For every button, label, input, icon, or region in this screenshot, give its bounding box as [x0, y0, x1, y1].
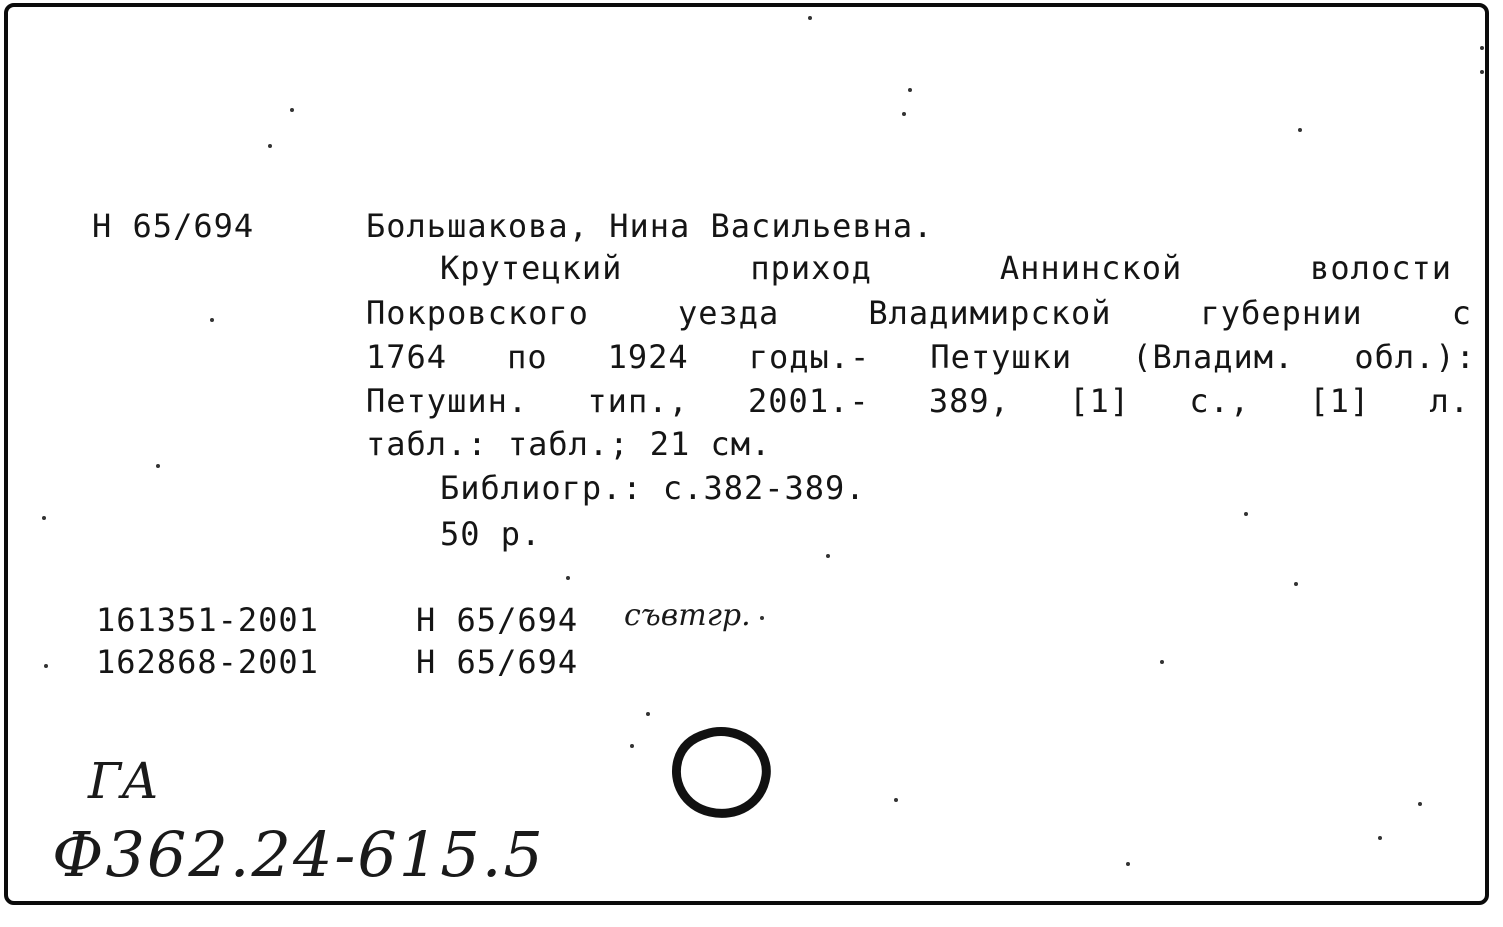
- title-word: (Владим.: [1132, 338, 1295, 376]
- title-line-5: табл.: табл.; 21 см.: [366, 425, 772, 463]
- scan-speck: [808, 16, 812, 20]
- call-number: Н 65/694: [92, 207, 255, 245]
- title-line-1: [440, 250, 1452, 286]
- handwritten-mark: ГА: [88, 752, 159, 810]
- scan-speck: [1244, 512, 1248, 516]
- title-word: 1764: [366, 338, 448, 376]
- title-word: уезда: [677, 294, 780, 332]
- scan-speck: [156, 464, 160, 468]
- scan-speck: [1294, 582, 1298, 586]
- title-line-4: [366, 383, 1470, 419]
- scan-speck: [894, 798, 898, 802]
- title-word: [1]: [1309, 382, 1371, 420]
- title-word: Петушки: [930, 338, 1073, 376]
- holding-call-number: Н 65/694: [416, 601, 579, 639]
- handwritten-classification: Ф362.24-615.5: [52, 818, 545, 891]
- author: Большакова, Нина Васильевна.: [366, 207, 934, 245]
- title-word: по: [507, 338, 548, 376]
- scan-speck: [1160, 660, 1164, 664]
- scan-speck: [566, 576, 570, 580]
- holding-call-number: Н 65/694: [416, 643, 579, 681]
- scan-speck: [908, 88, 912, 92]
- title-word: 1924: [607, 338, 689, 376]
- title-word: волости: [1310, 249, 1452, 287]
- title-word: Крутецкий: [440, 249, 623, 287]
- price: 50 р.: [440, 515, 542, 553]
- title-word: Покровского: [366, 294, 589, 332]
- scan-speck: [630, 744, 634, 748]
- title-word: Петушин.: [366, 382, 529, 420]
- handwritten-note: съвтгр.: [624, 598, 751, 633]
- title-word: 2001.-: [748, 382, 870, 420]
- scan-speck: [210, 318, 214, 322]
- scan-speck: [1418, 802, 1422, 806]
- scan-speck: [1298, 128, 1302, 132]
- inventory-number: 161351-2001: [96, 601, 319, 639]
- title-word: с.,: [1189, 382, 1251, 420]
- title-word: приход: [750, 249, 872, 287]
- scan-speck: [902, 112, 906, 116]
- title-word: л.: [1429, 382, 1470, 420]
- punch-hole-icon: [666, 724, 776, 824]
- title-line-3: [366, 339, 1476, 375]
- title-line-2: [366, 295, 1472, 331]
- scan-speck: [1126, 862, 1130, 866]
- scan-speck: [1480, 70, 1484, 74]
- scan-speck: [268, 144, 272, 148]
- title-word: [1]: [1069, 382, 1131, 420]
- scan-speck: [1378, 836, 1382, 840]
- scan-speck: [42, 516, 46, 520]
- title-word: годы.-: [748, 338, 871, 376]
- title-word: 389,: [928, 382, 1010, 420]
- scan-speck: [826, 554, 830, 558]
- title-word: тип.,: [587, 382, 689, 420]
- title-word: с: [1451, 294, 1472, 332]
- scan-speck: [44, 664, 48, 668]
- title-word: Аннинской: [999, 249, 1183, 287]
- title-word: губернии: [1200, 294, 1363, 332]
- scan-speck: [760, 616, 764, 620]
- title-word: Владимирской: [868, 294, 1112, 332]
- scan-speck: [1480, 46, 1484, 50]
- scan-speck: [290, 108, 294, 112]
- bibliography-note: Библиогр.: с.382-389.: [440, 469, 866, 507]
- scan-speck: [646, 712, 650, 716]
- title-word: обл.):: [1354, 338, 1476, 376]
- inventory-number: 162868-2001: [96, 643, 319, 681]
